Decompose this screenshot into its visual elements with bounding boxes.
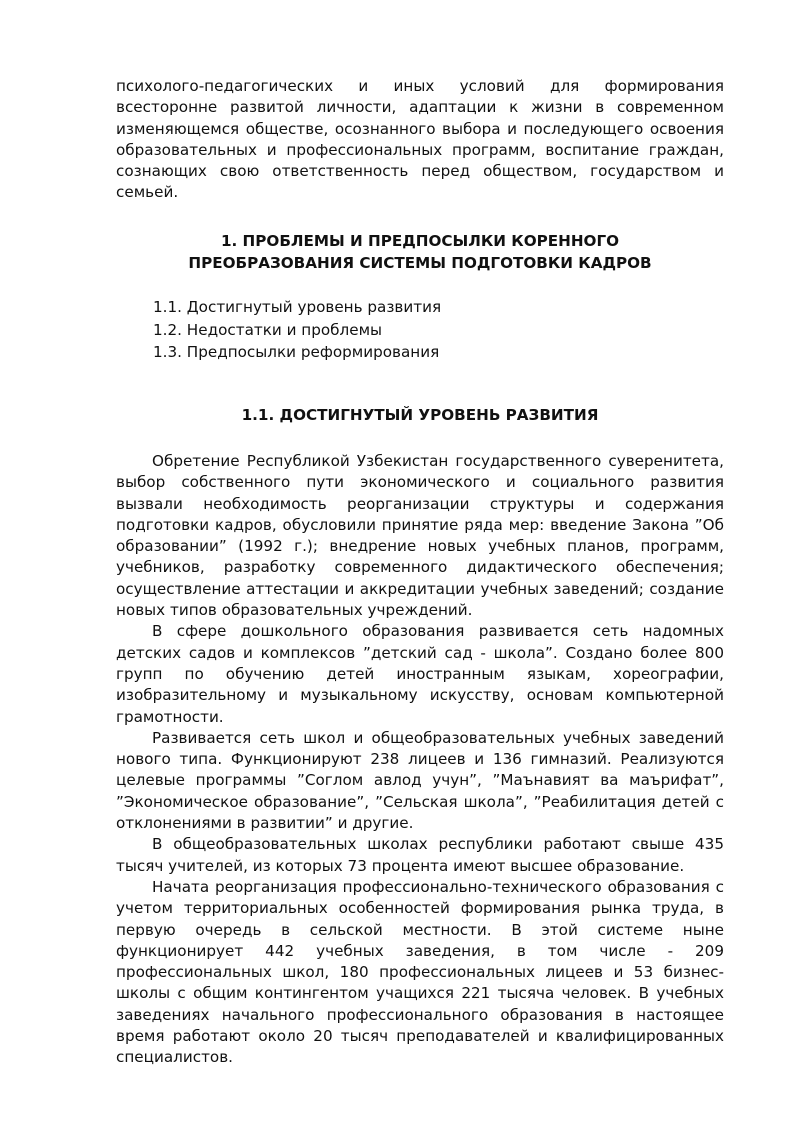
section-title-line1: 1. ПРОБЛЕМЫ И ПРЕДПОСЫЛКИ КОРЕННОГО [220, 232, 620, 250]
intro-paragraph: психолого-педагогических и иных условий для формирования всесторонне развитой личности, адаптации к жизни в современном изменяющемся обществе, осознанного выбора и последующего освоения образовательных и профессиональных программ, воспитание граждан, сознающих свою ответственность перед обществом, государством и семьей. [116, 77, 724, 202]
toc-item: 1.1. Достигнутый уровень развития [153, 298, 442, 316]
toc-item: 1.3. Предпосылки реформирования [153, 343, 440, 361]
intro-block [116, 76, 724, 204]
subsection-body [116, 451, 724, 1069]
toc-item: 1.2. Недостатки и проблемы [153, 320, 383, 339]
body-paragraph: Начата реорганизация профессионально-технического образования с учетом территориальных особенностей формирования рынка труда, в первую очередь в сельской местности. В этой системе ныне функционирует 442 учебных заведения, в том числе - 209 профессиональных школ, 180 профессиональных лицеев и 53 бизнес-школы с общим контингентом учащихся 221 тысяча человек. В учебных заведениях начального профессионального образования в настоящее время работают около 20 тысяч преподавателей и квалифицированных специалистов. [116, 877, 724, 1067]
body-paragraph: Развивается сеть школ и общеобразовательных учебных заведений нового типа. Функционируют 238 лицеев и 136 гимназий. Реализуются целевые программы ”Соглом авлод учун”, ”Маънавият ва маърифат”, ”Экономическое образование”, ”Сельская школа”, ”Реабилитация детей с отклонениями в развитии” и другие. [116, 728, 724, 833]
body-paragraph: В сфере дошкольного образования развивается сеть надомных детских садов и комплексов ”детский сад - школа”. Создано более 800 групп по обучению детей иностранным языкам, хореографии, изобразительному и музыкальному искусству, основам компьютерной грамотности. [116, 622, 724, 726]
body-paragraph: В общеобразовательных школах республики работают свыше 435 тысяч учителей, из которых 73 процента имеют высшее образование. [116, 835, 724, 875]
subsection-title: 1.1. ДОСТИГНУТЫЙ УРОВЕНЬ РАЗВИТИЯ [241, 406, 599, 424]
body-paragraph: Обретение Республикой Узбекистан государственного суверенитета, выбор собственного пути экономического и социального развития вызвали необходимость реорганизации структуры и содержания подготовки кадров, обусловили принятие ряда мер: введение Закона ”Об образовании” (1992 г.); внедрение новых учебных планов, программ, учебников, разработку современного дидактического обеспечения; осуществление аттестации и аккредитации учебных заведений; создание новых типов образовательных учреждений. [116, 452, 724, 620]
section-title [116, 231, 724, 274]
section-title-line2: ПРЕОБРАЗОВАНИЯ СИСТЕМЫ ПОДГОТОВКИ КАДРОВ [188, 253, 652, 272]
section-toc [153, 296, 441, 364]
